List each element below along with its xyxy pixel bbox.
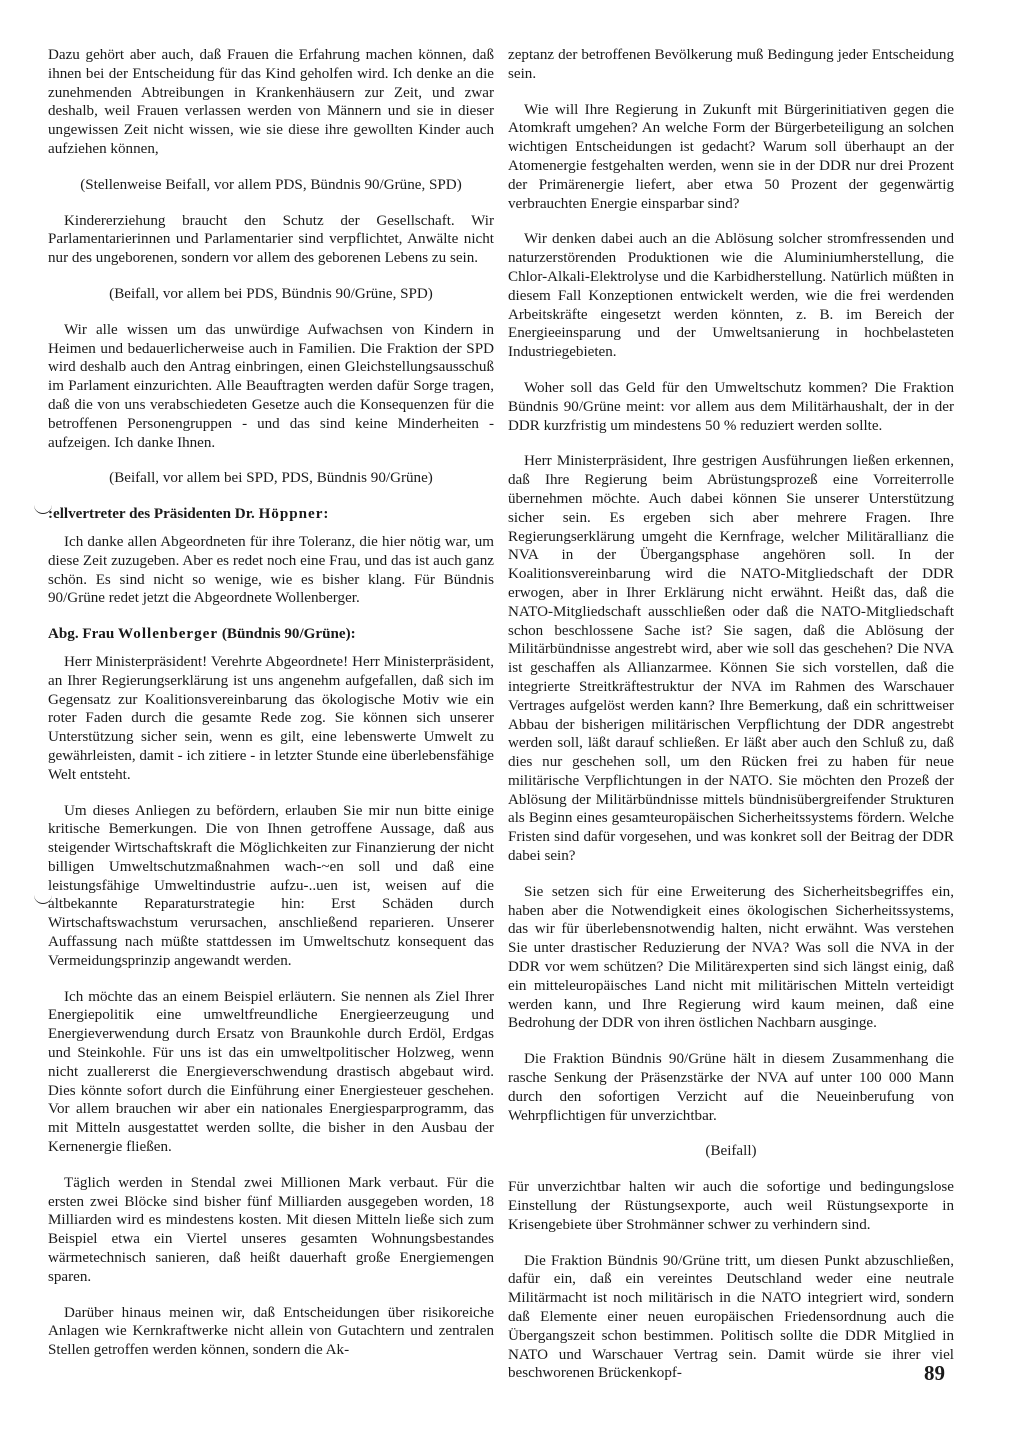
body-paragraph: Für unverzichtbar halten wir auch die sofortige und bedingungslose Einstellung der Rüstungsexporte, auch weil Rüstungsexporte in Krisengebiete über Strohmänner schwer zu verhindern sind. [508, 1179, 954, 1233]
speaker-prefix: Abg. Frau [48, 626, 115, 643]
body-paragraph: Herr Ministerpräsident, Ihre gestrigen Ausführungen ließen erkennen, daß Ihre Regierung beim Abrüstungsprozeß eine Vorreiterrolle übernehmen möchte. Auch dabei können Sie unserer Unterstützung sicher sein. Es ergeben sich aber mehrere Fragen. Ihre Regierungserklärung umgeht die Kernfrage, welcher Militärallianz die NVA in der Übergangsphase angehören soll. In der Koalitionsvereinbarung wird die NATO-Mitgliedschaft der DDR erwogen, aber in Ihrer Erklärung nicht erwähnt. Heißt das, daß die NATO-Mitgliedschaft ausschließen oder daß die NATO-Mitgliedschaft schon beschlossene Sache ist? Sie sagen, daß die Ablösung der Militärbündnisse angestrebt wird, aber wie soll das geschehen? Die NVA ist geschaffen als Allianzarmee. Können Sie sich vorstellen, daß die integrierte Streitkräftestruktur der NVA im Rahmen des Warschauer Vertrages aufgelöst werden kann? Ihre Bemerkung, daß ein schrittweiser Abbau der bisherigen militärischen Verpflichtung der DDR angestrebt werden soll, läßt darauf schließen. Er läßt aber auch den Schluß zu, daß dies nur geschehen soll, um den Rücken frei zu haben für neue militärische Verpflichtungen in der NATO. Sie möchten den Prozeß der Ablösung der Militärbündnisse mittels bündnisübergreifender Strukturen als Beginn eines gesamteuropäischen Sicherheitssystems fördern. Welche Fristen sind dafür vorgesehen, und was konkret soll der Beitrag der DDR dabei sein? [508, 453, 954, 865]
speaker-name: Höppner: [258, 506, 330, 523]
left-column [48, 46, 494, 1377]
body-paragraph: Die Fraktion Bündnis 90/Grüne hält in diesem Zusammenhang die rasche Senkung der Präsenzstärke der NVA auf unter 100 000 Mann durch den sofortigen Verzicht auf die Neueinberufung von Wehrpflichtigen für unverzichtbar. [508, 1051, 954, 1124]
body-paragraph: Woher soll das Geld für den Umweltschutz kommen? Die Fraktion Bündnis 90/Grüne meint: vor allem aus dem Militärhaushalt, der in der DDR kurzfristig um mindestens 50 % reduziert werden sollte. [508, 379, 954, 434]
body-paragraph: Ich danke allen Abgeordneten für ihre Toleranz, die hier nötig war, um diese Zeit zuzugeben. Aber es redet noch eine Frau, und das ist auch ganz schön. Es sind nicht so wenige, wie es bisher klang. Für Bündnis 90/Grüne redet jetzt die Abgeordnete Wollenberger. [48, 533, 494, 607]
body-paragraph: Darüber hinaus meinen wir, daß Entscheidungen über risikoreiche Anlagen wie Kernkraftwerke nicht allein von Gutachtern und zentralen Stellen getroffen werden können, sondern die Ak- [48, 1304, 494, 1359]
applause-note: (Beifall) [705, 1143, 757, 1160]
page-number: 89 [924, 1361, 945, 1385]
speaker-name: Wollenberger [118, 626, 219, 643]
body-paragraph: Die Fraktion Bündnis 90/Grüne tritt, um diesen Punkt abzuschließen, dafür ein, daß ein vereintes Deutschland weder eine neutrale Militärmacht ist noch militärisch in die NATO integriert wird, sondern daß Elemente einer neuen europäischen Friedensordnung auch die Übergangszeit schon bestimmen. Politisch sollte die DDR Mitglied in NATO und Warschauer Vertrag sein. Damit würde sie ihrer viel beschworenen Brückenkopf- [508, 1252, 954, 1382]
applause-note: (Stellenweise Beifall, vor allem PDS, Bündnis 90/Grüne, SPD) [80, 176, 462, 193]
body-paragraph: Kindererziehung braucht den Schutz der Gesellschaft. Wir Parlamentarierinnen und Parlamentarier sind verpflichtet, Anwälte nicht nur des ungeborenen, sondern vor allem des geborenen Lebens zu sein. [48, 212, 494, 267]
right-column [508, 46, 954, 1400]
speaker-party: (Bündnis 90/Grüne): [221, 626, 356, 643]
body-paragraph: zeptanz der betroffenen Bevölkerung muß Bedingung jeder Entscheidung sein. [508, 47, 954, 82]
applause-note: (Beifall, vor allem bei SPD, PDS, Bündnis 90/Grüne) [109, 470, 433, 487]
body-paragraph: Herr Ministerpräsident! Verehrte Abgeordnete! Herr Ministerpräsident, an Ihrer Regierungserklärung ist uns angenehm aufgefallen, daß sich im Gegensatz zur Koalitionsvereinbarung das ökologische Motiv wie ein roter Faden durch die gesamte Rede zog. Sie können sich unserer Unterstützung sicher sein, wenn es gilt, eine lebenswerte Umwelt zu gewährleisten, damit - ich zitiere - in letzter Stunde eine überlebensfähige Welt entsteht. [48, 653, 494, 783]
body-paragraph: Täglich werden in Stendal zwei Millionen Mark verbaut. Für die ersten zwei Blöcke sind bisher fünf Milliarden ausgegeben worden, 18 Milliarden wird es mindestens kosten. Mit diesen Mitteln ließe sich zum Beispiel etwa ein Viertel unseres gesamten Wohnungsbestandes wärmetechnisch sanieren, daß heißt dauerhaft große Energiemengen sparen. [48, 1174, 494, 1285]
applause-note: (Beifall, vor allem bei PDS, Bündnis 90/Grüne, SPD) [109, 285, 433, 302]
body-paragraph: Ich möchte das an einem Beispiel erläutern. Sie nennen als Ziel Ihrer Energiepolitik eine umweltfreundliche Energieerzeugung und Energieverwendung durch Ersatz von Braunkohle durch Erdöl, Erdgas und Steinkohle. Für uns ist das ein umweltpolitischer Holzweg, wenn nicht zuallererst die Energieverschwendung drastisch abgebaut wird. Dies könnte sofort durch die Einführung einer Energiesteuer geschehen. Vor allem brauchen wir aber ein nationales Energiesparprogramm, das mit Mitteln ausgestattet werden sollte, die bisher in den Ausbau der Kernenergie fließen. [48, 988, 494, 1156]
body-paragraph: Sie setzen sich für eine Erweiterung des Sicherheitsbegriffes ein, haben aber die Notwendigkeit eines ökologischen Sicherheitssystems, das wir für überlebensnotwendig halten, nicht erwähnt. Was verstehen Sie unter drastischer Reduzierung der NVA? Was soll die NVA in der DDR vor wem schützen? Die Militärexperten sind sich längst einig, daß ein mitteleuropäisches Land nicht mit militärischen Mitteln verteidigt werden kann, und Ihre Regierung wird kaum meinen, daß eine Bedrohung der DDR von ihren östlichen Nachbarn ausginge. [508, 883, 954, 1032]
speaker-prefix: :ellvertreter des Präsidenten Dr. [48, 506, 255, 523]
body-paragraph: Wie will Ihre Regierung in Zukunft mit Bürgerinitiativen gegen die Atomkraft umgehen? An welche Form der Bürgerbeteiligung an solchen wichtigen Entscheidungen ist gedacht? Warum soll überhaupt an der Atomenergie festgehalten werden, wenn sie in der DDR nur drei Prozent der Primärenergie liefert, aber etwa 50 Prozent der gegenwärtig verbrauchten Energie einsparbar sind? [508, 101, 954, 212]
body-paragraph: Wir denken dabei auch an die Ablösung solcher stromfressenden und naturzerstörenden Produktionen wie die Aluminiumherstellung, die Chlor-Alkali-Elektrolyse und die Karbidherstellung. Natürlich müßten in diesem Fall Konzeptionen entwickelt werden, wie die frei werdenden Arbeitskräfte eingesetzt werden könnten, z. B. im Bereich der Energieeinsparung und der Umweltsanierung in hochbelasteten Industriegebieten. [508, 231, 954, 361]
speaker-heading [48, 625, 494, 644]
body-paragraph: Dazu gehört aber auch, daß Frauen die Erfahrung machen können, daß ihnen bei der Entscheidung für das Kind geholfen wird. Ich denke an die zunehmenden Abtreibungen in Krankenhäusern zur Zeit, und zwar deshalb, weil Frauen verlassen werden von Männern und sie in dieser ungewissen Zeit nicht wissen, wie sie diese ihre gewollten Kinder auch aufziehen können, [48, 47, 494, 157]
body-paragraph: Um dieses Anliegen zu befördern, erlauben Sie mir nun bitte einige kritische Bemerkungen. Die von Ihnen getroffene Aussage, daß aus steigender Wirtschaftskraft die Möglichkeiten zur Finanzierung der nicht billigen Umweltschutzmaßnahmen wach-~en soll und daß eine leistungsfähige Umweltindustrie aufzu-..uen ist, weisen auf die altbekannte Reparaturstrategie hin: Erst Schäden durch Wirtschaftswachstum verursachen, anschließend reparieren. Unserer Auffassung nach müßte stattdessen im Umweltschutz konsequent das Vermeidungsprinzip angewandt werden. [48, 802, 494, 969]
speaker-heading [48, 505, 494, 524]
body-paragraph: Wir alle wissen um das unwürdige Aufwachsen von Kindern in Heimen und bedauerlicherweise auch in Familien. Die Fraktion der SPD wird deshalb auch den Antrag einbringen, einen Gleichstellungsausschuß im Parlament einzurichten. Alle Beauftragten werden dafür Sorge tragen, daß die von uns verabschiedeten Gesetze auch die Konsequenzen für die betroffenen Personengruppen - und das sind keine Minderheiten - aufzeigen. Ich danke Ihnen. [48, 321, 494, 451]
